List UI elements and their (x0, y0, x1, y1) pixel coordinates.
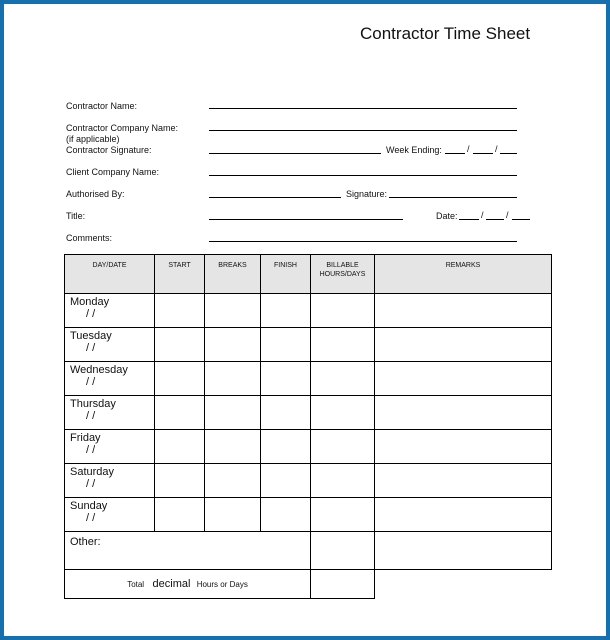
authorised-by-label: Authorised By: (66, 189, 125, 199)
total-row (65, 570, 552, 599)
remarks-cell[interactable] (375, 396, 552, 430)
day-cell (65, 498, 155, 532)
billable-cell[interactable] (311, 430, 375, 464)
day-date[interactable]: / / (86, 512, 96, 524)
start-cell[interactable] (155, 362, 205, 396)
company-name-field[interactable] (209, 130, 517, 131)
date-day-field[interactable] (459, 219, 479, 220)
billable-cell[interactable] (311, 464, 375, 498)
header-day-date: DAY/DATE (65, 255, 155, 294)
day-cell (65, 464, 155, 498)
total-billable-cell[interactable] (311, 570, 375, 599)
day-date[interactable]: / / (86, 410, 96, 422)
billable-cell[interactable] (311, 498, 375, 532)
day-name: Thursday (70, 398, 116, 410)
remarks-cell[interactable] (375, 498, 552, 532)
total-label: Total (127, 580, 145, 589)
billable-cell[interactable] (311, 294, 375, 328)
table-header-row (65, 255, 552, 294)
day-name: Monday (70, 296, 110, 308)
other-remarks-cell[interactable] (375, 532, 552, 570)
other-billable-cell[interactable] (311, 532, 375, 570)
day-cell (65, 328, 155, 362)
other-row (65, 532, 552, 570)
day-date[interactable]: / / (86, 342, 96, 354)
start-cell[interactable] (155, 328, 205, 362)
start-cell[interactable] (155, 396, 205, 430)
breaks-cell[interactable] (205, 328, 261, 362)
header-finish: FINISH (261, 255, 311, 294)
contractor-signature-label: Contractor Signature: (66, 145, 152, 155)
day-date[interactable]: / / (86, 478, 96, 490)
date-separator: / (481, 210, 484, 220)
hours-or-days-label: Hours or Days (196, 580, 248, 589)
day-name: Saturday (70, 466, 115, 478)
breaks-cell[interactable] (205, 464, 261, 498)
day-name: Tuesday (70, 330, 112, 342)
finish-cell[interactable] (261, 464, 311, 498)
breaks-cell[interactable] (205, 294, 261, 328)
remarks-cell[interactable] (375, 464, 552, 498)
finish-cell[interactable] (261, 362, 311, 396)
start-cell[interactable] (155, 294, 205, 328)
table-row (65, 396, 552, 430)
company-name-label-line2: (if applicable) (66, 134, 120, 144)
table-row (65, 498, 552, 532)
day-cell (65, 294, 155, 328)
breaks-cell[interactable] (205, 430, 261, 464)
start-cell[interactable] (155, 498, 205, 532)
remarks-cell[interactable] (375, 294, 552, 328)
remarks-cell[interactable] (375, 430, 552, 464)
week-ending-month-field[interactable] (473, 153, 493, 154)
header-billable-line1: BILLABLE (326, 262, 359, 269)
table-row (65, 362, 552, 396)
header-start: START (155, 255, 205, 294)
company-name-label (66, 123, 178, 145)
finish-cell[interactable] (261, 430, 311, 464)
day-cell (65, 396, 155, 430)
signature-label: Signature: (346, 189, 388, 199)
day-cell (65, 362, 155, 396)
title-label: Title: (66, 211, 86, 221)
total-empty-cell (375, 570, 552, 599)
finish-cell[interactable] (261, 294, 311, 328)
total-label-cell (65, 570, 311, 599)
billable-cell[interactable] (311, 396, 375, 430)
signature-field[interactable] (389, 197, 517, 198)
date-month-field[interactable] (486, 219, 504, 220)
header-billable-line2: HOURS/DAYS (319, 271, 366, 278)
finish-cell[interactable] (261, 328, 311, 362)
day-date[interactable]: / / (86, 376, 96, 388)
week-ending-label: Week Ending: (386, 145, 442, 155)
date-separator: / (467, 144, 470, 154)
company-name-label-line1: Contractor Company Name: (66, 123, 179, 133)
day-name: Sunday (70, 500, 108, 512)
timesheet-table (64, 254, 552, 599)
finish-cell[interactable] (261, 396, 311, 430)
title-field[interactable] (209, 219, 403, 220)
date-label: Date: (436, 211, 458, 221)
page-title: Contractor Time Sheet (360, 24, 531, 43)
client-company-label: Client Company Name: (66, 167, 160, 177)
day-cell (65, 430, 155, 464)
header-remarks: REMARKS (375, 255, 552, 294)
date-separator: / (506, 210, 509, 220)
comments-field[interactable] (209, 241, 517, 242)
day-name: Friday (70, 432, 101, 444)
breaks-cell[interactable] (205, 362, 261, 396)
contractor-name-field[interactable] (209, 108, 517, 109)
remarks-cell[interactable] (375, 362, 552, 396)
finish-cell[interactable] (261, 498, 311, 532)
authorised-by-field[interactable] (209, 197, 341, 198)
week-ending-day-field[interactable] (445, 153, 465, 154)
billable-cell[interactable] (311, 328, 375, 362)
week-ending-year-field[interactable] (500, 153, 517, 154)
date-separator: / (495, 144, 498, 154)
breaks-cell[interactable] (205, 396, 261, 430)
table-row (65, 464, 552, 498)
decimal-label: decimal (152, 578, 191, 590)
table-row (65, 294, 552, 328)
day-date[interactable]: / / (86, 444, 96, 456)
start-cell[interactable] (155, 430, 205, 464)
comments-label: Comments: (66, 233, 113, 243)
other-cell[interactable]: Other: (65, 532, 311, 570)
table-row (65, 430, 552, 464)
start-cell[interactable] (155, 464, 205, 498)
table-row (65, 328, 552, 362)
date-year-field[interactable] (512, 219, 530, 220)
client-company-field[interactable] (209, 175, 517, 176)
header-breaks: BREAKS (205, 255, 261, 294)
header-billable (311, 255, 375, 294)
day-name: Wednesday (70, 364, 128, 376)
contractor-signature-field[interactable] (209, 153, 381, 154)
contractor-name-label: Contractor Name: (66, 101, 138, 111)
billable-cell[interactable] (311, 362, 375, 396)
breaks-cell[interactable] (205, 498, 261, 532)
day-date[interactable]: / / (86, 308, 96, 320)
remarks-cell[interactable] (375, 328, 552, 362)
